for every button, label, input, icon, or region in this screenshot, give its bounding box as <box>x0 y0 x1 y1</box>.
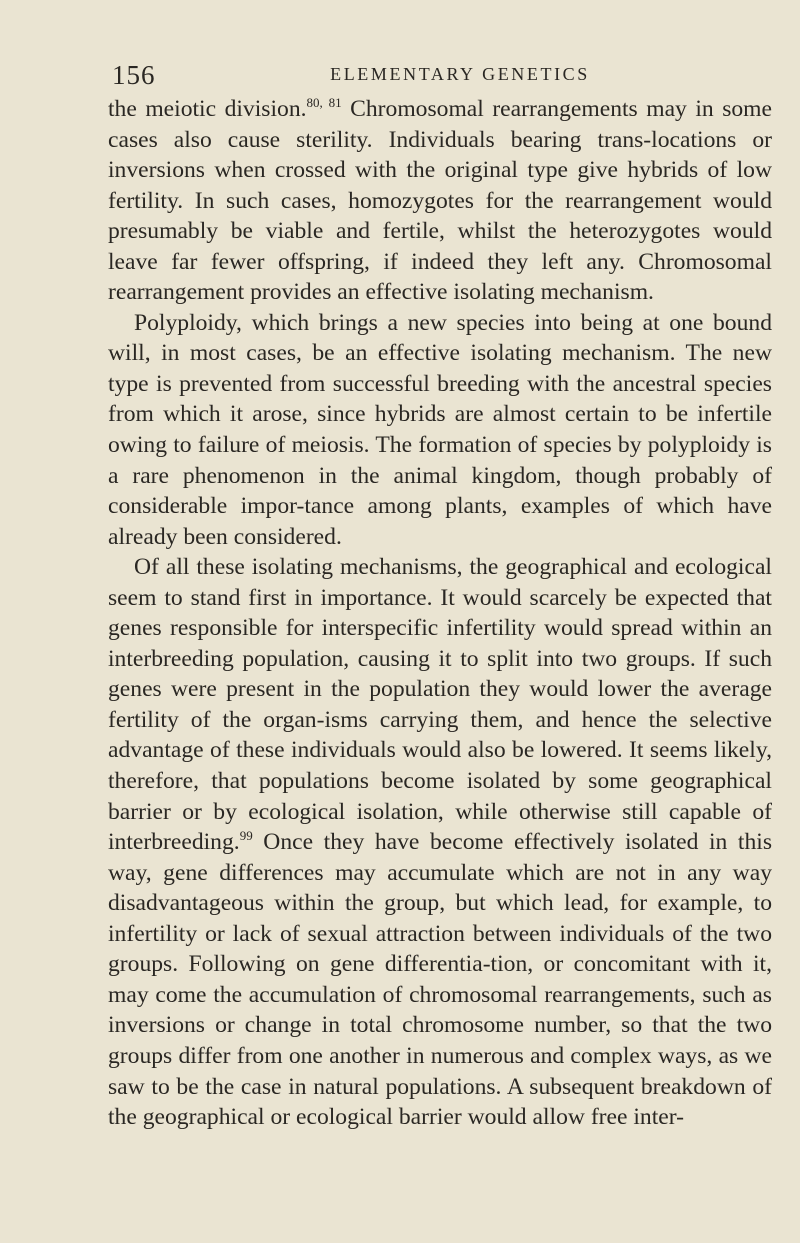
paragraph-3 <box>108 552 772 1132</box>
paragraph-1-lead: the meiotic division. <box>108 96 307 122</box>
running-title: ELEMENTARY GENETICS <box>330 64 590 84</box>
paragraph-3-text: Of all these isolating mechanisms, the geographical and ecological seem to stand first in importance. It would scarcely be expected that genes responsible for interspecific infertility would spread within an interbreeding population, causing it to split into two groups. If such genes were present in the population they would lower the average fertility of the organ-isms carrying them, and hence the selective advantage of these individuals would also be lowered. It seems likely, therefore, that populations become isolated by some geographical barrier or by ecological isolation, while otherwise still capable of interbreeding. <box>108 554 772 856</box>
body-text <box>108 94 772 1133</box>
page-number: 156 <box>112 60 156 90</box>
paragraph-3-tail: Once they have become effectively isolated in this way, gene differences may accumulate which are not in any way disadvantageous within the group, but which lead, for example, to infertility or lack of sexual attraction between individuals of the two groups. Following on gene differentia-tion, or concomitant with it, may come the accumulation of chromosomal rearrangements, such as inversions or change in total chromosome number, so that the two groups differ from one another in numerous and complex ways, as we saw to be the case in natural populations. A subsequent breakdown of the geographical or ecological barrier would allow free inter- <box>108 829 772 1131</box>
footnote-ref-80-81: 80, 81 <box>306 95 342 110</box>
running-head <box>108 60 772 94</box>
book-page <box>108 60 772 1133</box>
footnote-ref-99: 99 <box>239 828 253 844</box>
paragraph-2-text: Polyploidy, which brings a new species into being at one bound will, in most cases, be an effective isolating mechanism. The new type is prevented from successful breeding with the ancestral species from which it arose, since hybrids are almost certain to be infertile owing to failure of meiosis. The formation of species by polyploidy is a rare phenomenon in the animal kingdom, though probably of considerable impor-tance among plants, examples of which have already been considered. <box>108 309 772 550</box>
paragraph-1-text: Chromosomal rearrangements may in some cases also cause sterility. Individuals bearing trans-locations or inversions when crossed with the original type give hybrids of low fertility. In such cases, homozygotes for the rearrangement would presumably be viable and fertile, whilst the heterozygotes would leave far fewer offspring, if indeed they left any. Chromosomal rearrangement provides an effective isolating mechanism. <box>108 96 773 306</box>
paragraph-2 <box>108 308 772 552</box>
paragraph-1 <box>108 94 772 308</box>
